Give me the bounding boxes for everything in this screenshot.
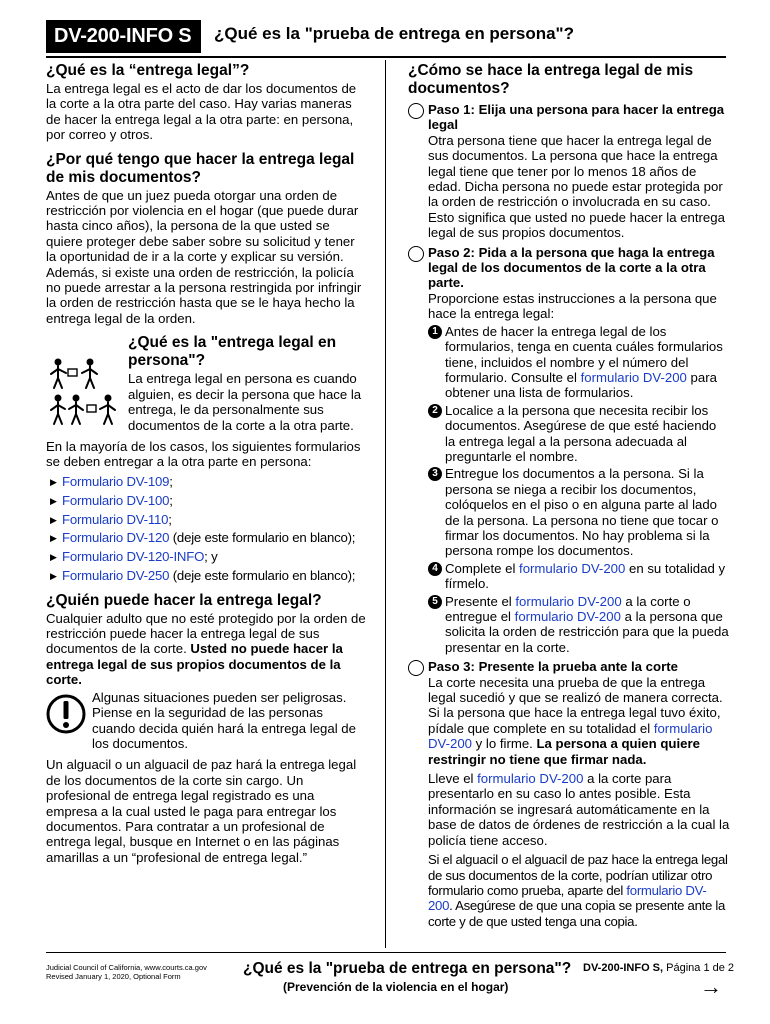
forms-intro: En la mayoría de los casos, los siguientes formularios se deben entregar a la otra parte en persona: [46,438,361,470]
section-body-sheriff: Un alguacil o un alguacil de paz hará la entrega legal de los documentos de la corte sin cargo. Un profesional de entrega legal registrado es una empresa a la cual usted le paga para entregar los documentos. Para contratar a un profesional de entrega legal, busque en Internet o en las páginas amarillas a un “profesional de entrega legal.” [46,757,357,865]
form-link[interactable]: Formulario DV-120 [62,530,170,546]
number-3-icon: 3 [428,467,442,481]
form-link[interactable]: formulario DV-200 [428,882,707,914]
footer-publisher-line: Judicial Council of California, www.courts.ca.gov [46,963,207,972]
list-item [46,493,366,508]
instruction-text: en su totalidad y fírmelo. [445,560,726,592]
next-page-arrow-icon[interactable]: → [700,974,722,999]
form-link[interactable]: formulario DV-200 [515,593,622,609]
instruction-item [428,403,730,465]
triangle-bullet-icon: ▶ [50,476,57,487]
step-1-title: Paso 1: Elija una persona para hacer la entrega legal [428,102,725,133]
form-link[interactable]: formulario DV-200 [477,771,584,787]
step-3 [408,659,730,929]
instruction-list [428,324,730,656]
footer-title: ¿Qué es la "prueba de entrega en persona"? [243,960,572,977]
triangle-bullet-icon: ▶ [50,514,57,525]
instruction-item [428,324,730,401]
page-number: Página 1 de 2 [663,962,735,974]
form-note: ; [169,473,173,489]
instruction-text: para obtener una lista de formularios. [445,369,717,401]
step-3-text: . Asegúrese de que una copia se presente ante la corte y de que usted tenga una copia. [428,898,726,929]
step-3-text: Si el alguacil o el alguacil de paz hace la entrega legal de sus documentos de la corte, podrían utilizar otro formulario como prueba, aparte del [428,852,728,898]
form-link[interactable]: Formulario DV-250 [62,568,170,584]
triangle-bullet-icon: ▶ [50,571,57,582]
footer-form-id: DV-200-INFO S, [583,962,664,974]
header-divider [46,56,726,58]
step-2-body: Proporcione estas instrucciones a la persona que hace la entrega legal: [428,290,717,322]
list-item [46,568,366,583]
who-can-serve-bold: Usted no puede hacer la entrega legal de sus propios documentos de la corte. [46,641,343,688]
step-1 [408,102,730,241]
step-1-body: Otra persona tiene que hacer la entrega legal de sus documentos. La persona que hace la entrega legal tiene que tener por lo menos 18 años de edad. Dicha persona no puede estar protegida por la orden de restricción o involucrada en su caso. Esto significa que usted no puede hacer la entrega legal de sus propios documentos. [428,132,725,241]
column-divider [385,60,386,948]
section-body-what-is-service: La entrega legal es el acto de dar los documentos de la corte a la otra parte del caso. Hay varias maneras de hacer la entrega legal a la otra parte: en persona, por correo y otros. [46,81,357,143]
list-item [46,549,366,564]
footer-subtitle: (Prevención de la violencia en el hogar) [283,980,509,994]
left-column [46,62,366,867]
step-3-text: a la corte para presentarlo en su caso lo antes posible. Esta información se ingresará automáticamente en la base de datos de órdenes de restricción a la cual la policía tiene acceso. [428,771,730,848]
step-3-title: Paso 3: Presente la prueba ante la corte [428,659,678,675]
form-link[interactable]: formulario DV-200 [514,609,621,624]
personal-service-block [46,334,366,435]
section-body-personal-service: La entrega legal en persona es cuando alguien, es decir la persona que hace la entrega, le da personalmente sus documentos de la corte a la otra parte. [128,371,362,433]
warning-block [46,690,366,752]
warning-icon [46,690,92,752]
instruction-item [428,466,730,558]
instruction-text: Presente el [445,593,516,609]
list-item [46,474,366,489]
step-checkbox-circle-icon[interactable] [408,660,424,676]
step-3-text: Lleve el [428,771,478,787]
page-title: ¿Qué es la "prueba de entrega en persona"? [214,24,574,43]
instruction-item [428,594,730,656]
people-handing-papers-illustration [46,334,128,435]
step-3-file [428,771,730,848]
forms-list [46,474,366,584]
step-3-sheriff [428,852,730,929]
form-link[interactable]: formulario DV-200 [519,560,626,576]
section-heading-personal-service: ¿Qué es la "entrega legal en persona"? [128,334,337,370]
section-body-why-serve: Antes de que un juez pueda otorgar una orden de restricción por violencia en el hogar (que puede durar hasta cinco años), la persona de la que usted se quiere proteger debe saber sobre su solicitud y tener la oportunidad de ir a la corte y explicar su versión. Además, si existe una orden de restricción, la policía no puede arrestar a la persona restringida por infringir la orden de restricción hasta que se le haya hecho la entrega legal de la orden. [46,187,362,326]
section-body-who-can-serve [46,611,366,688]
form-note: ; [169,492,173,508]
number-2-icon: 2 [428,404,442,418]
instruction-text: Entregue los documentos a la persona. Si la persona se niega a recibir los documentos, colóquelos en el piso o en alguna parte al lado de la persona. La persona no tiene que tocar o firmar los documentos. No hay problema si la persona rompe los documentos. [445,466,719,559]
form-link[interactable]: formulario DV-200 [580,369,687,385]
footer-publisher [46,963,207,981]
list-item [46,512,366,527]
step-checkbox-circle-icon[interactable] [408,103,424,119]
form-link[interactable]: Formulario DV-100 [62,492,170,508]
form-id-badge: DV-200-INFO S [46,20,201,53]
form-link[interactable]: formulario DV-200 [428,720,713,752]
triangle-bullet-icon: ▶ [50,495,57,506]
warning-text: Algunas situaciones pueden ser peligrosas. Piense en la seguridad de las personas cuando decida quién hará la entrega legal de los documentos. [92,689,356,751]
instruction-text: Complete el [445,560,520,576]
right-column [408,62,730,931]
section-heading-why-serve: ¿Por qué tengo que hacer la entrega legal de mis documentos? [46,150,355,186]
form-note: (deje este formulario en blanco); [169,530,356,546]
footer-divider [46,952,726,953]
who-can-serve-text: Cualquier adulto que no esté protegido por la orden de restricción puede hacer la entrega legal de sus documentos de la corte. [46,610,366,657]
instruction-text: a la persona que solicita la orden de restricción para que la pueda presentar en la corte. [445,609,729,655]
number-4-icon: 4 [428,562,442,576]
step-3-body [428,675,730,767]
footer-revision-line: Revised January 1, 2020, Optional Form [46,972,181,981]
page-header [46,20,726,56]
form-link[interactable]: Formulario DV-110 [62,511,169,527]
step-3-text: y lo firme. [472,736,537,752]
footer-page-info [583,962,734,974]
form-link[interactable]: Formulario DV-109 [62,473,170,489]
instruction-text: Localice a la persona que necesita recibir los documentos. Asegúrese de que esté haciendo la entrega legal a la persona adecuada al preguntarle el nombre. [445,402,717,464]
instruction-item [428,561,730,592]
number-5-icon: 5 [428,595,442,609]
form-note: ; y [204,549,218,565]
list-item [46,530,366,545]
step-3-text: La corte necesita una prueba de que la entrega legal sucedió y que se realizó de manera correcta. Si la persona que hace la entrega legal tuvo éxito, pídale que complete en su totalidad el [428,674,723,736]
triangle-bullet-icon: ▶ [50,533,57,544]
step-2-title: Paso 2: Pida a la persona que haga la entrega legal de los documentos de la corte a la otra parte. [428,244,715,291]
instruction-text: Antes de hacer la entrega legal de los formularios, tenga en cuenta cuáles formularios tiene, incluidos el nombre y el número del formulario. Consulte el [445,323,723,385]
number-1-icon: 1 [428,325,442,339]
instruction-text: a la corte o entregue el [445,593,691,624]
form-note: (deje este formulario en blanco); [169,568,356,584]
triangle-bullet-icon: ▶ [50,552,57,563]
section-heading-how-to-serve: ¿Cómo se hace la entrega legal de mis documentos? [408,62,694,97]
step-2 [408,245,730,656]
section-heading-who-can-serve: ¿Quién puede hacer la entrega legal? [46,591,322,609]
form-link[interactable]: Formulario DV-120-INFO [62,549,205,565]
form-note: ; [168,511,172,527]
step-checkbox-circle-icon[interactable] [408,246,424,262]
section-heading-what-is-service: ¿Qué es la “entrega legal”? [46,62,250,79]
step-3-bold: La persona a quien quiere restringir no tiene que firmar nada. [428,736,700,767]
